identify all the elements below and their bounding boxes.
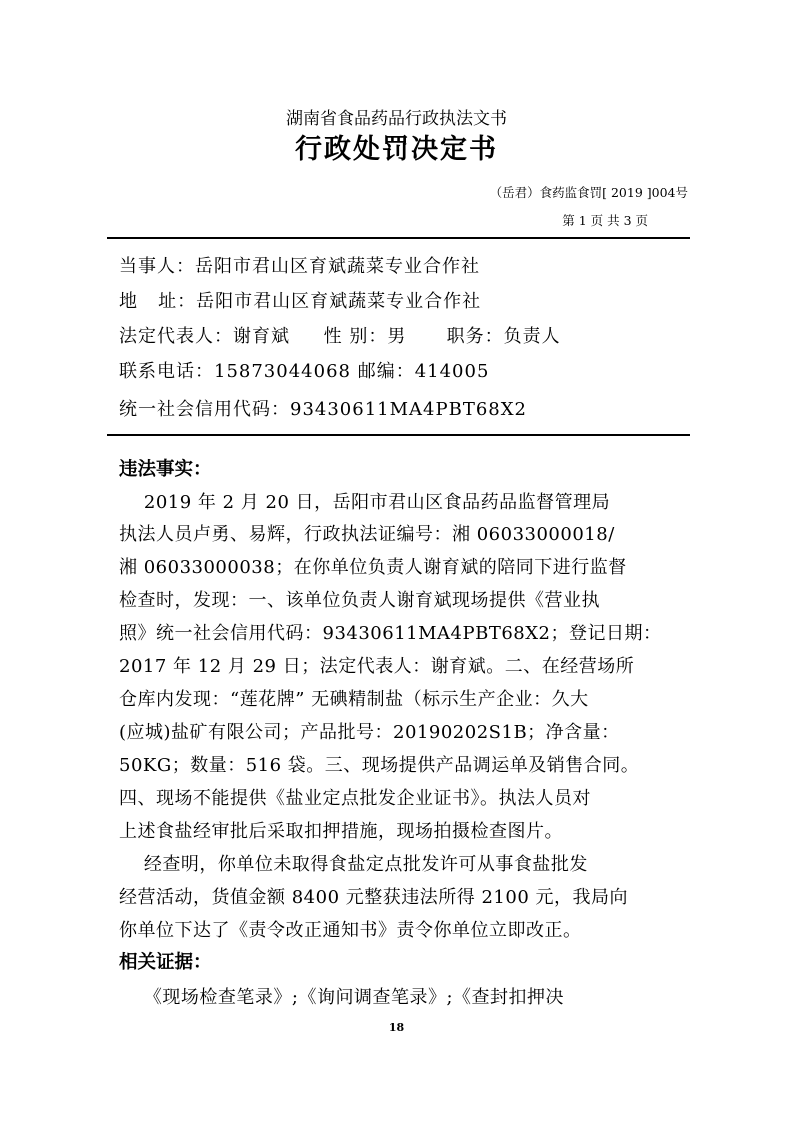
party-address: 地 址：岳阳市君山区育斌蔬菜专业合作社 (119, 291, 482, 312)
violation-line: 经查明，你单位未取得食盐定点批发许可从事食盐批发 (119, 854, 588, 875)
violation-line: 仓库内发现：“莲花牌” 无碘精制盐（标示生产企业：久大 (119, 689, 589, 710)
party-contact: 联系电话：15873044068 邮编：414005 (119, 361, 490, 382)
violation-line: 四、现场不能提供《盐业定点批发企业证书》。执法人员对 (119, 788, 591, 809)
document-category: 湖南省食品药品行政执法文书 (286, 109, 507, 129)
violation-line: 照》统一社会信用代码：93430611MA4PBT68X2；登记日期： (119, 623, 662, 644)
violation-line: 2017 年 12 月 29 日；法定代表人：谢育斌。二、在经营场所 (119, 656, 635, 677)
violation-line: 湘 06033000038；在你单位负责人谢育斌的陪同下进行监督 (119, 557, 627, 578)
top-divider (107, 237, 690, 239)
evidence-heading: 相关证据： (119, 952, 212, 973)
violation-line: 检查时，发现：一、该单位负责人谢育斌现场提供《营业执 (119, 590, 600, 611)
violation-line: 执法人员卢勇、易辉，行政执法证编号：湘 06033000018/ (119, 524, 615, 545)
violation-line: 经营活动，货值金额 8400 元整获违法所得 2100 元，我局向 (119, 887, 629, 908)
evidence-line: 《现场检查笔录》;《询问调查笔录》;《查封扣押决 (119, 987, 565, 1008)
violation-line: 你单位下达了《责令改正通知书》责令你单位立即改正。 (119, 920, 582, 941)
party-representative: 法定代表人：谢育斌 性 别：男 职务：负责人 (119, 326, 561, 347)
document-title: 行政处罚决定书 (295, 134, 498, 165)
violation-heading: 违法事实： (119, 459, 212, 480)
violation-line: 上述食盐经审批后采取扣押措施，现场拍摄检查图片。 (119, 821, 563, 842)
page-info: 第 1 页 共 3 页 (562, 213, 648, 228)
party-name: 当事人：岳阳市君山区育斌蔬菜专业合作社 (119, 256, 480, 277)
document-number: （岳君）食药监食罚[ 2019 ]004号 (489, 185, 688, 200)
bottom-divider (107, 434, 690, 436)
page-number: 18 (388, 1021, 405, 1034)
party-credit-code: 统一社会信用代码：93430611MA4PBT68X2 (119, 399, 528, 420)
violation-line: 50KG；数量：516 袋。三、现场提供产品调运单及销售合同。 (119, 755, 640, 776)
violation-line: 2019 年 2 月 20 日，岳阳市君山区食品药品监督管理局 (119, 492, 611, 513)
violation-line: (应城)盐矿有限公司；产品批号：20190202S1B；净含量： (119, 722, 620, 743)
